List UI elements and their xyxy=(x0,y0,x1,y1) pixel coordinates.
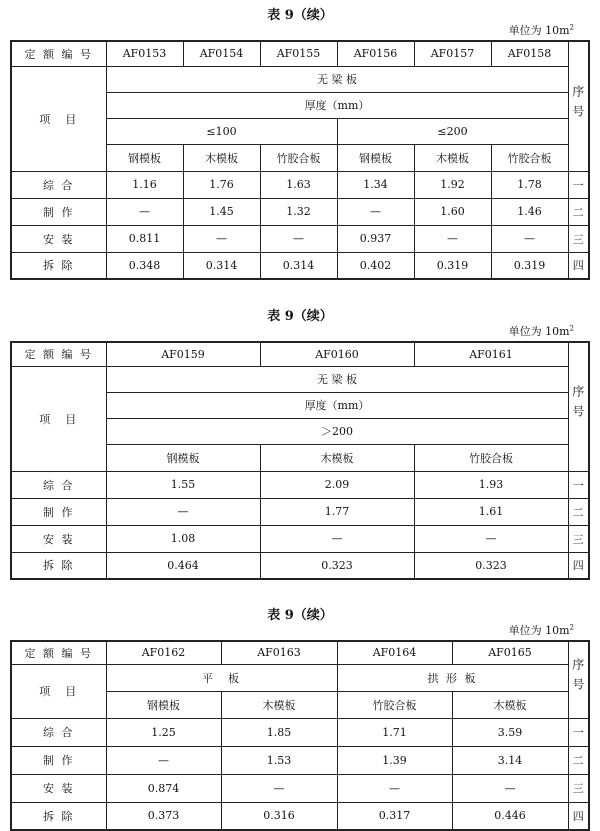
range-cell: ≤100 xyxy=(106,118,337,144)
unit-label: 单位为 $10m^2$ xyxy=(508,23,574,37)
value-cell: 2.09 xyxy=(260,471,414,498)
range-cell: ＞200 xyxy=(106,418,568,444)
value-cell: 0.402 xyxy=(337,252,414,279)
row-label: 制 作 xyxy=(11,198,106,225)
value-cell: 3.59 xyxy=(452,718,568,746)
value-cell: 0.316 xyxy=(221,802,337,830)
serial-cell: 一 xyxy=(568,718,589,746)
row-label: 综 合 xyxy=(11,471,106,498)
row-label: 安 装 xyxy=(11,225,106,252)
serial-cell: 一 xyxy=(568,171,589,198)
code-cell: AF0159 xyxy=(106,342,260,366)
value-cell: 1.53 xyxy=(221,746,337,774)
category-cell: 无 梁 板 xyxy=(106,66,568,92)
serial-cell: 三 xyxy=(568,225,589,252)
item-header: 项 目 xyxy=(11,66,106,171)
value-cell: 1.85 xyxy=(221,718,337,746)
value-cell: 1.45 xyxy=(183,198,260,225)
material-cell: 木模板 xyxy=(414,144,491,171)
unit-label: 单位为 $10m^2$ xyxy=(508,324,574,338)
table-row xyxy=(11,198,589,225)
value-cell: 1.34 xyxy=(337,171,414,198)
value-cell: — xyxy=(183,225,260,252)
value-cell: — xyxy=(260,225,337,252)
serial-cell: 四 xyxy=(568,252,589,279)
table-title: 表 9（续） xyxy=(267,309,333,324)
value-cell: 0.446 xyxy=(452,802,568,830)
serial-header: 序号 xyxy=(568,342,589,471)
serial-cell: 四 xyxy=(568,802,589,830)
row-label: 安 装 xyxy=(11,525,106,552)
value-cell: — xyxy=(221,774,337,802)
table-title: 表 9（续） xyxy=(267,8,333,23)
material-cell: 竹胶合板 xyxy=(337,691,452,718)
table-row xyxy=(11,552,589,579)
material-cell: 木模板 xyxy=(183,144,260,171)
code-cell: AF0156 xyxy=(337,41,414,66)
material-cell: 钢模板 xyxy=(337,144,414,171)
code-header: 定 额 编 号 xyxy=(11,41,106,66)
table-row xyxy=(11,802,589,830)
value-cell: 0.348 xyxy=(106,252,183,279)
row-label: 拆 除 xyxy=(11,252,106,279)
category-cell: 无 梁 板 xyxy=(106,366,568,392)
code-cell: AF0155 xyxy=(260,41,337,66)
material-cell: 木模板 xyxy=(221,691,337,718)
row-label: 拆 除 xyxy=(11,552,106,579)
value-cell: — xyxy=(106,498,260,525)
value-cell: 1.25 xyxy=(106,718,221,746)
code-cell: AF0160 xyxy=(260,342,414,366)
serial-cell: 一 xyxy=(568,471,589,498)
value-cell: 0.323 xyxy=(260,552,414,579)
value-cell: 1.55 xyxy=(106,471,260,498)
value-cell: 1.32 xyxy=(260,198,337,225)
material-cell: 竹胶合板 xyxy=(260,144,337,171)
code-header: 定 额 编 号 xyxy=(11,342,106,366)
code-cell: AF0165 xyxy=(452,641,568,664)
code-cell: AF0163 xyxy=(221,641,337,664)
value-cell: 1.08 xyxy=(106,525,260,552)
code-cell: AF0154 xyxy=(183,41,260,66)
serial-header: 序号 xyxy=(568,41,589,171)
table-row xyxy=(11,746,589,774)
table-row xyxy=(11,525,589,552)
value-cell: 0.937 xyxy=(337,225,414,252)
row-label: 制 作 xyxy=(11,746,106,774)
row-label: 综 合 xyxy=(11,718,106,746)
item-header: 项 目 xyxy=(11,664,106,718)
row-label: 综 合 xyxy=(11,171,106,198)
table-row xyxy=(11,225,589,252)
value-cell: 1.77 xyxy=(260,498,414,525)
range-cell: ≤200 xyxy=(337,118,568,144)
value-cell: 0.323 xyxy=(414,552,568,579)
value-cell: 1.16 xyxy=(106,171,183,198)
value-cell: — xyxy=(337,774,452,802)
norm-table-1 xyxy=(10,40,590,280)
value-cell: — xyxy=(106,198,183,225)
group-cell: 平 板 xyxy=(106,664,337,691)
table-row xyxy=(11,471,589,498)
table-row xyxy=(11,171,589,198)
material-cell: 竹胶合板 xyxy=(414,444,568,471)
table-row xyxy=(11,774,589,802)
thickness-cell: 厚度（mm） xyxy=(106,392,568,418)
value-cell: 1.46 xyxy=(491,198,568,225)
value-cell: — xyxy=(414,525,568,552)
value-cell: 1.92 xyxy=(414,171,491,198)
value-cell: — xyxy=(414,225,491,252)
code-cell: AF0164 xyxy=(337,641,452,664)
value-cell: 0.314 xyxy=(260,252,337,279)
value-cell: 3.14 xyxy=(452,746,568,774)
material-cell: 木模板 xyxy=(260,444,414,471)
table-row xyxy=(11,498,589,525)
value-cell: 1.39 xyxy=(337,746,452,774)
value-cell: 1.93 xyxy=(414,471,568,498)
table-title: 表 9（续） xyxy=(267,608,333,623)
value-cell: 0.317 xyxy=(337,802,452,830)
value-cell: 1.76 xyxy=(183,171,260,198)
material-cell: 钢模板 xyxy=(106,444,260,471)
serial-cell: 三 xyxy=(568,525,589,552)
serial-cell: 二 xyxy=(568,198,589,225)
thickness-cell: 厚度（mm） xyxy=(106,92,568,118)
material-cell: 钢模板 xyxy=(106,144,183,171)
row-label: 安 装 xyxy=(11,774,106,802)
value-cell: 0.811 xyxy=(106,225,183,252)
value-cell: 0.464 xyxy=(106,552,260,579)
value-cell: — xyxy=(337,198,414,225)
value-cell: 0.373 xyxy=(106,802,221,830)
material-cell: 竹胶合板 xyxy=(491,144,568,171)
unit-label: 单位为 $10m^2$ xyxy=(508,623,574,637)
value-cell: — xyxy=(491,225,568,252)
code-header: 定 额 编 号 xyxy=(11,641,106,664)
value-cell: 1.63 xyxy=(260,171,337,198)
row-label: 制 作 xyxy=(11,498,106,525)
value-cell: 0.319 xyxy=(491,252,568,279)
serial-header: 序号 xyxy=(568,641,589,718)
material-cell: 钢模板 xyxy=(106,691,221,718)
value-cell: 1.78 xyxy=(491,171,568,198)
serial-cell: 三 xyxy=(568,774,589,802)
value-cell: 0.319 xyxy=(414,252,491,279)
serial-cell: 二 xyxy=(568,498,589,525)
norm-table-2 xyxy=(10,341,590,580)
code-cell: AF0153 xyxy=(106,41,183,66)
item-header: 项 目 xyxy=(11,366,106,471)
serial-cell: 二 xyxy=(568,746,589,774)
serial-cell: 四 xyxy=(568,552,589,579)
value-cell: 0.314 xyxy=(183,252,260,279)
row-label: 拆 除 xyxy=(11,802,106,830)
value-cell: — xyxy=(106,746,221,774)
material-cell: 木模板 xyxy=(452,691,568,718)
table-row xyxy=(11,718,589,746)
value-cell: 0.874 xyxy=(106,774,221,802)
code-cell: AF0161 xyxy=(414,342,568,366)
value-cell: — xyxy=(452,774,568,802)
code-cell: AF0157 xyxy=(414,41,491,66)
norm-table-3 xyxy=(10,640,590,831)
table-row xyxy=(11,252,589,279)
code-cell: AF0158 xyxy=(491,41,568,66)
value-cell: 1.61 xyxy=(414,498,568,525)
value-cell: 1.71 xyxy=(337,718,452,746)
group-cell: 拱 形 板 xyxy=(337,664,568,691)
value-cell: — xyxy=(260,525,414,552)
code-cell: AF0162 xyxy=(106,641,221,664)
value-cell: 1.60 xyxy=(414,198,491,225)
